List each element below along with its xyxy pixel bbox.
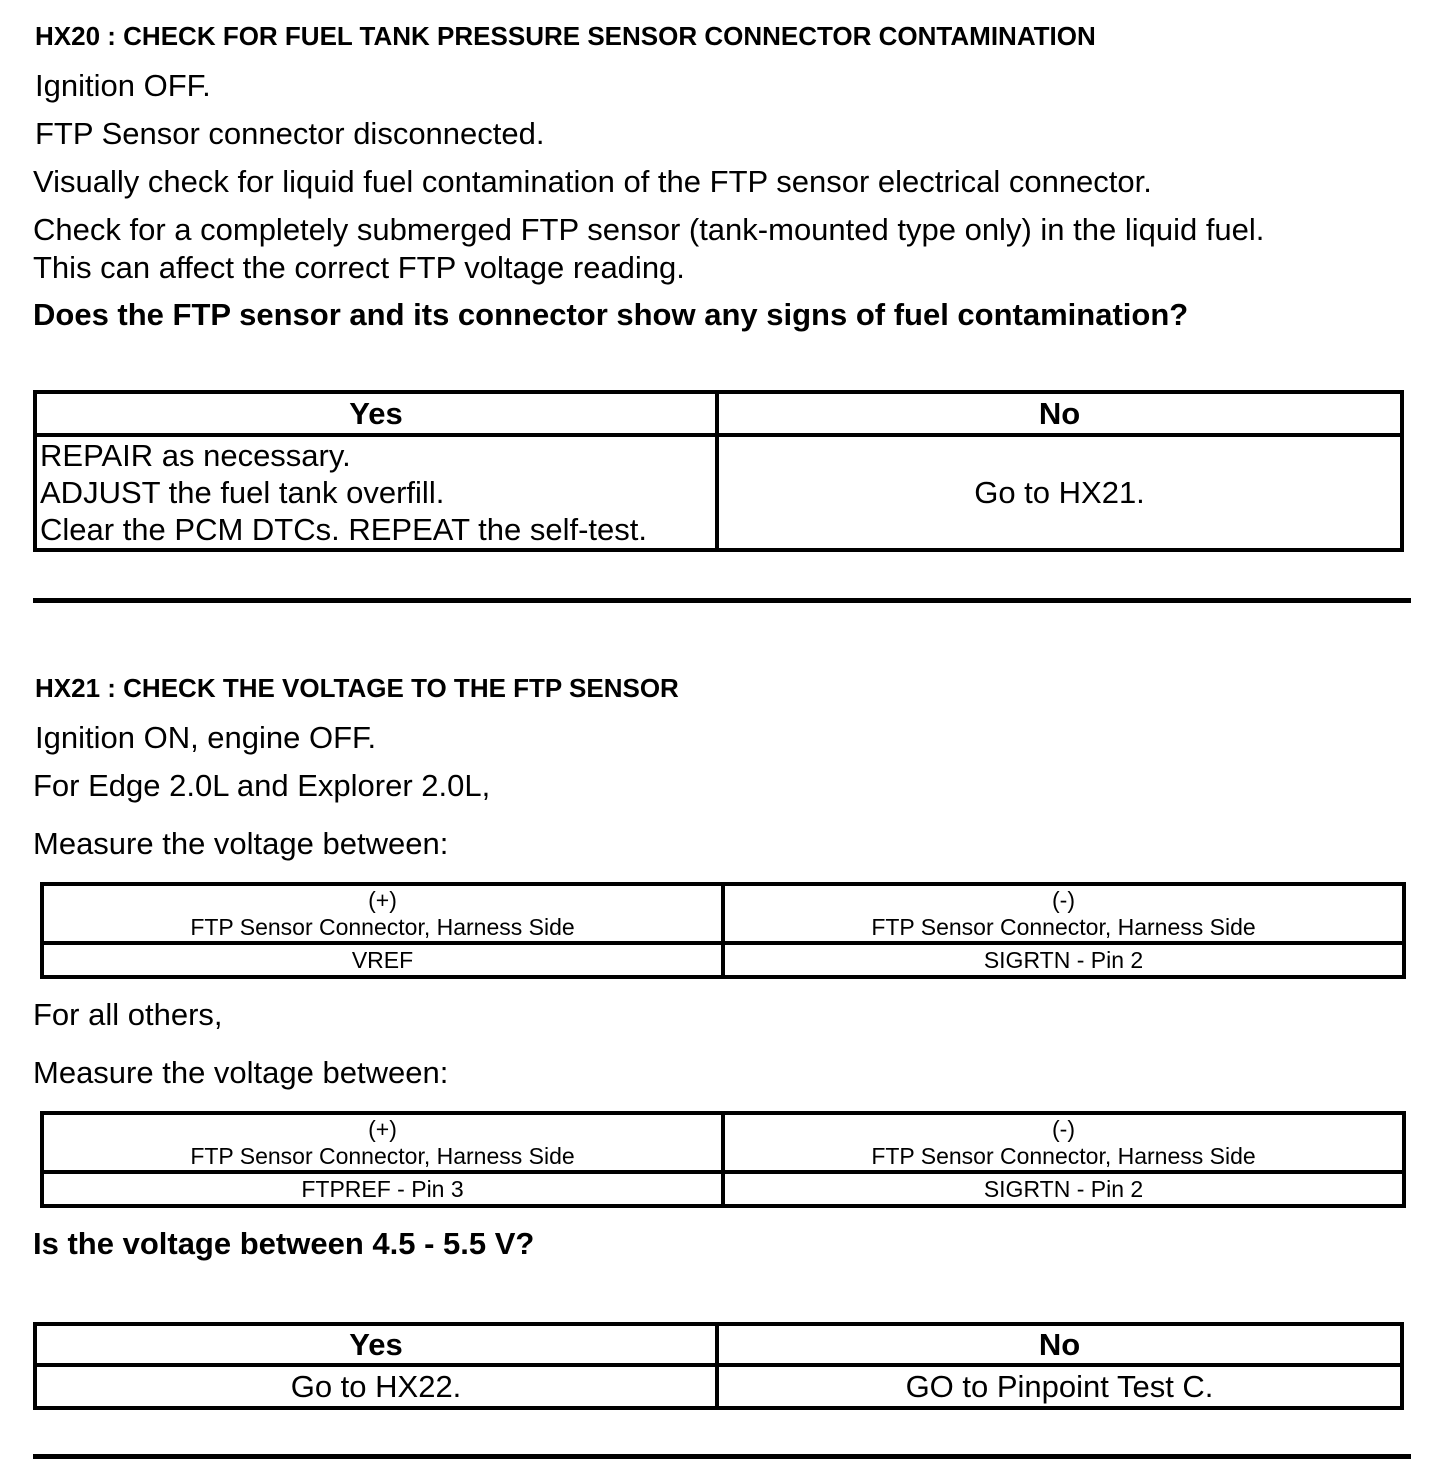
measure2-positive-label: FTP Sensor Connector, Harness Side [190,1142,575,1169]
hx20-step-3: Visually check for liquid fuel contamination of the FTP sensor electrical connector. [33,164,1152,199]
measure1-positive-value: VREF [42,943,723,977]
hx20-yes-line-2: ADJUST the fuel tank overfill. [40,475,445,510]
hx21-heading: HX21 : CHECK THE VOLTAGE TO THE FTP SENSOR [35,673,679,703]
measure1-negative-header [723,884,1404,943]
section-divider [33,598,1411,603]
measure1-negative-label: FTP Sensor Connector, Harness Side [871,913,1256,940]
measure1-negative-value: SIGRTN - Pin 2 [723,943,1404,977]
hx21-measure-table-2 [40,1111,1406,1208]
measure1-positive-label: FTP Sensor Connector, Harness Side [190,913,575,940]
measure2-negative-sign: (-) [1052,1115,1075,1142]
hx21-step-3: Measure the voltage between: [33,826,449,861]
section-divider-bottom [33,1454,1411,1459]
hx20-yes-line-1: REPAIR as necessary. [40,438,351,473]
hx20-result-table [33,390,1404,552]
hx20-no-header: No [717,392,1402,435]
hx21-step-1: Ignition ON, engine OFF. [35,720,377,755]
hx20-no-action: Go to HX21. [717,435,1402,550]
hx20-step-1: Ignition OFF. [35,68,211,103]
hx20-yes-action [35,435,717,550]
measure2-negative-label: FTP Sensor Connector, Harness Side [871,1142,1256,1169]
hx21-no-header: No [717,1324,1402,1365]
hx21-yes-header: Yes [35,1324,717,1365]
hx21-yes-action: Go to HX22. [35,1365,717,1408]
measure1-positive-header [42,884,723,943]
measure2-positive-header [42,1113,723,1172]
measure2-negative-value: SIGRTN - Pin 2 [723,1172,1404,1206]
hx20-yes-header: Yes [35,392,717,435]
hx21-others-label: For all others, [33,997,223,1032]
hx21-result-table [33,1322,1404,1410]
hx21-measure-table-1 [40,882,1406,979]
hx20-question: Does the FTP sensor and its connector show any signs of fuel contamination? [33,297,1189,332]
hx20-step-5: This can affect the correct FTP voltage reading. [33,250,685,285]
hx21-step-2: For Edge 2.0L and Explorer 2.0L, [33,768,491,803]
hx21-measure-label-2: Measure the voltage between: [33,1055,449,1090]
measure1-positive-sign: (+) [368,886,397,913]
measure2-negative-header [723,1113,1404,1172]
measure2-positive-value: FTPREF - Pin 3 [42,1172,723,1206]
hx20-step-4: Check for a completely submerged FTP sensor (tank-mounted type only) in the liquid fuel. [33,212,1265,247]
hx21-question: Is the voltage between 4.5 - 5.5 V? [33,1226,535,1261]
measure1-negative-sign: (-) [1052,886,1075,913]
hx20-yes-line-3: Clear the PCM DTCs. REPEAT the self-test. [40,512,647,547]
measure2-positive-sign: (+) [368,1115,397,1142]
hx20-heading: HX20 : CHECK FOR FUEL TANK PRESSURE SENSOR CONNECTOR CONTAMINATION [35,21,1096,51]
hx21-no-action: GO to Pinpoint Test C. [717,1365,1402,1408]
hx20-step-2: FTP Sensor connector disconnected. [35,116,545,151]
